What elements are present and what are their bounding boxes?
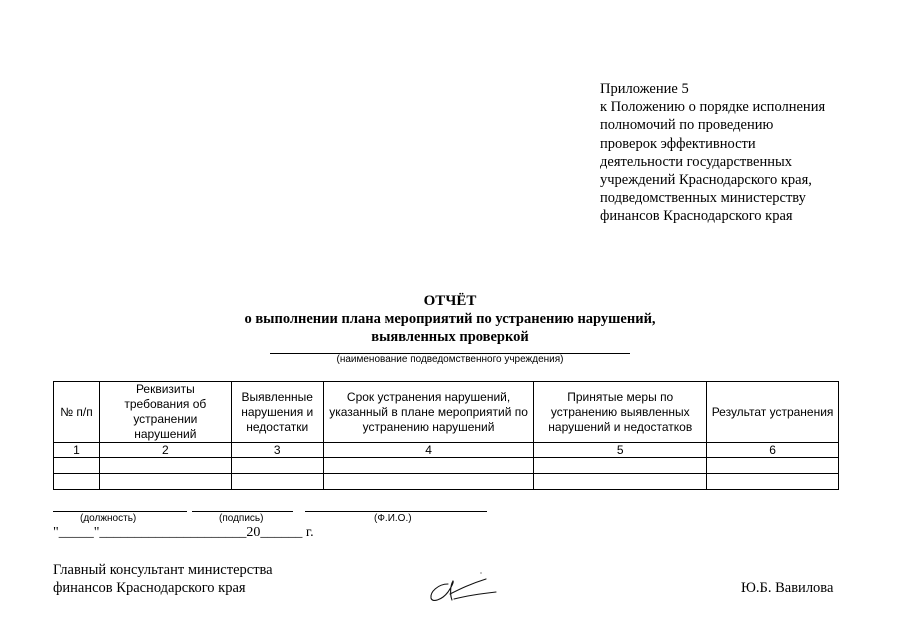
table-cell[interactable]	[323, 474, 534, 490]
signer-position-line: финансов Краснодарского края	[53, 580, 246, 596]
appendix-line: подведомственных министерству	[600, 190, 806, 207]
table-cell[interactable]	[707, 474, 839, 490]
column-number: 5	[534, 443, 707, 458]
table-header-row	[54, 382, 839, 443]
column-header: Принятые меры по устранению выявленных нарушений и недостатков	[534, 382, 707, 443]
column-number-row	[54, 443, 839, 458]
signature-line[interactable]	[192, 511, 293, 512]
appendix-line: Приложение 5	[600, 81, 689, 97]
column-header: Выявленные нарушения и недостатки	[231, 382, 323, 443]
table-cell[interactable]	[54, 458, 100, 474]
title-subheading: о выполнении плана мероприятий по устранению нарушений,	[244, 311, 656, 327]
title-subheading-2: выявленных проверкой	[371, 329, 529, 345]
title-heading: ОТЧЁТ	[423, 293, 477, 309]
table-cell[interactable]	[231, 474, 323, 490]
table-cell[interactable]	[707, 458, 839, 474]
appendix-line: деятельности государственных	[600, 153, 792, 170]
appendix-line: учреждений Краснодарского края,	[600, 172, 812, 189]
column-number: 4	[323, 443, 534, 458]
column-header: № п/п	[54, 382, 100, 443]
column-header: Результат устранения	[707, 382, 839, 443]
institution-caption: (наименование подведомственного учреждения)	[336, 354, 564, 365]
full-name-line[interactable]	[305, 511, 487, 512]
signer-name: Ю.Б. Вавилова	[741, 580, 834, 596]
column-number: 6	[707, 443, 839, 458]
appendix-line: проверок эффективности	[600, 135, 756, 152]
table-row	[54, 474, 839, 490]
appendix-line: полномочий по проведению	[600, 117, 774, 134]
signer-position-line: Главный консультант министерства	[53, 562, 273, 578]
table-cell[interactable]	[534, 458, 707, 474]
signer-position	[53, 561, 273, 597]
appendix-line: к Положению о порядке исполнения	[600, 99, 826, 116]
column-header: Срок устранения нарушений, указанный в плане мероприятий по устранению нарушений	[323, 382, 534, 443]
column-number: 1	[54, 443, 100, 458]
table-cell[interactable]	[534, 474, 707, 490]
table-cell[interactable]	[323, 458, 534, 474]
table-row	[54, 458, 839, 474]
handwritten-signature	[426, 570, 506, 606]
full-name-caption: (Ф.И.О.)	[374, 513, 412, 524]
column-header: Реквизиты требования об устранении нарушений	[99, 382, 231, 443]
date-line: "_____"_____________________20______ г.	[53, 525, 314, 540]
column-number: 2	[99, 443, 231, 458]
appendix-line: финансов Краснодарского края	[600, 208, 793, 225]
position-caption: (должность)	[80, 513, 137, 524]
table-cell[interactable]	[99, 458, 231, 474]
signature-caption: (подпись)	[219, 513, 264, 524]
appendix-note	[600, 80, 900, 226]
table-cell[interactable]	[99, 474, 231, 490]
table-cell[interactable]	[231, 458, 323, 474]
column-number: 3	[231, 443, 323, 458]
table-cell[interactable]	[54, 474, 100, 490]
position-line[interactable]	[53, 511, 187, 512]
report-table	[53, 381, 839, 490]
report-title	[200, 292, 700, 346]
